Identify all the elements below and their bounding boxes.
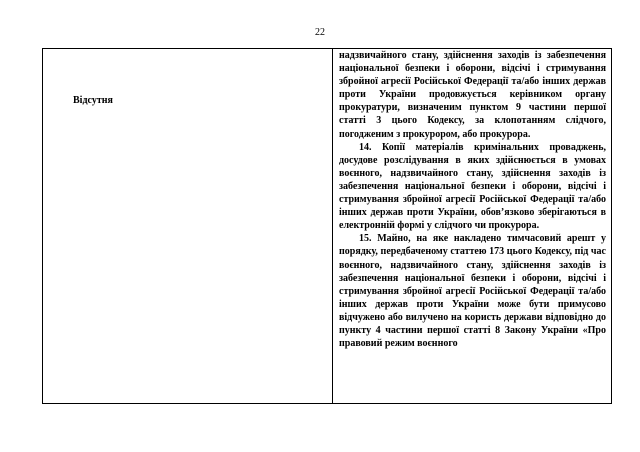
- paragraph-14: 14. Копії матеріалів кримінальних проваджень, досудове розслідування в яких здійснюється в умовах воєнного, надзвичайного стану, здійснення заходів із забезпечення національної безпеки і оборони, відсічі і стримування збройної агресії Російської Федерації та/або інших держав проти України, обов’язково зберігаються в електронній формі у слідчого чи прокурора.: [339, 141, 606, 232]
- paragraph-15: 15. Майно, на яке накладено тимчасовий арешт у порядку, передбаченому статтею 173 цього Кодексу, під час воєнного, надзвичайного стану, здійснення заходів із забезпечення національної безпеки і оборони, відсічі і стримування збройної агресії Російської Федерації та/або інших держав проти України може бути примусово відчужено або вилучено на користь держави відповідно до пункту 4 частини першої статті 8 Закону України «Про правовий режим воєнного: [339, 233, 606, 350]
- page-number: 22: [315, 27, 325, 38]
- comparison-table: [42, 48, 612, 404]
- table-cell-left: [43, 49, 333, 403]
- left-cell-text: Відсутня: [73, 95, 113, 106]
- table-cell-right: [333, 49, 611, 403]
- paragraph-continuation: надзвичайного стану, здійснення заходів із забезпечення національної безпеки і оборони, відсічі і стримування збройної агресії Російської Федерації та/або інших держав проти України продовжується керівником органу прокуратури, визначеним пунктом 9 частини першої статті 3 цього Кодексу, за клопотанням слідчого, погодженим з прокурором, або прокурора.: [339, 50, 606, 140]
